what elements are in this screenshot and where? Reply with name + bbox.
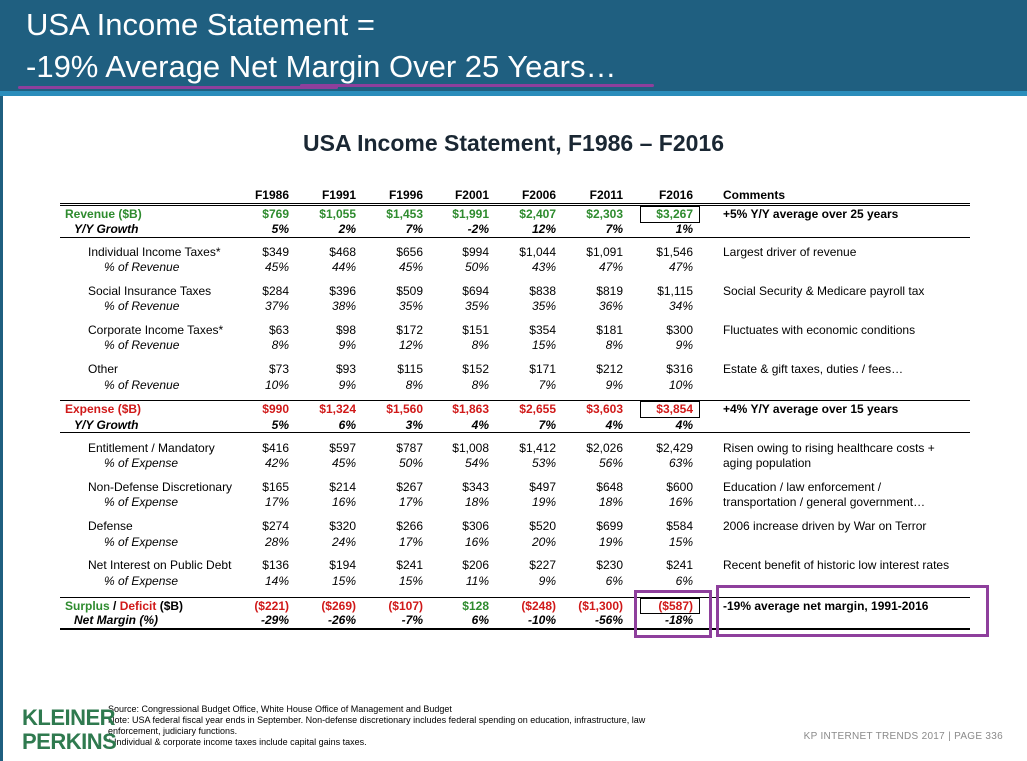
table-cell: $1,546 — [656, 245, 693, 259]
table-cell: $497 — [529, 480, 556, 494]
row-comment: Education / law enforcement / — [723, 480, 882, 494]
table-cell: $136 — [262, 558, 289, 572]
slide-title-line-2: -19% Average Net Margin Over 25 Years… — [26, 49, 617, 84]
table-cell: $165 — [262, 480, 289, 494]
revenue-top-rule — [60, 205, 970, 206]
table-cell: 14% — [264, 574, 289, 588]
expense-top-rule — [60, 400, 970, 401]
table-cell: $994 — [462, 245, 489, 259]
table-cell: ($269) — [321, 599, 356, 613]
table-cell: 43% — [531, 260, 556, 274]
column-header: F1986 — [254, 188, 289, 202]
row-comment: Fluctuates with economic conditions — [723, 323, 916, 337]
table-cell: $1,412 — [519, 441, 556, 455]
page-footer: KP INTERNET TRENDS 2017 | PAGE 336 — [803, 731, 1003, 742]
row-label: Expense ($B) — [65, 402, 142, 416]
highlight-underline — [300, 84, 654, 87]
row-label: % of Expense — [104, 535, 179, 549]
table-cell: ($107) — [388, 599, 423, 613]
table-cell: $2,026 — [586, 441, 623, 455]
column-header: F1991 — [321, 188, 356, 202]
table-cell: 16% — [464, 535, 489, 549]
table-cell: $172 — [396, 323, 423, 337]
table-cell: $115 — [397, 362, 423, 376]
table-cell: $306 — [462, 519, 489, 533]
table-cell: 19% — [531, 495, 556, 509]
slide-title-line-1: USA Income Statement = — [26, 7, 375, 42]
table-cell: $990 — [262, 402, 289, 416]
table-cell: -26% — [327, 613, 356, 627]
table-cell: $1,055 — [319, 207, 356, 221]
table-cell: 45% — [398, 260, 423, 274]
table-cell: ($1,300) — [578, 599, 623, 613]
table-cell: 2% — [338, 222, 356, 236]
table-cell: -56% — [594, 613, 623, 627]
table-cell: 9% — [538, 574, 556, 588]
column-header: F2001 — [454, 188, 489, 202]
column-header: F2006 — [521, 188, 556, 202]
table-cell: 35% — [531, 299, 556, 313]
table-cell: $1,044 — [519, 245, 556, 259]
table-cell: 50% — [398, 456, 423, 470]
table-cell: 44% — [331, 260, 356, 274]
table-cell: 15% — [398, 574, 423, 588]
row-comment: Estate & gift taxes, duties / fees… — [723, 362, 904, 376]
table-cell: 19% — [598, 535, 623, 549]
row-label: % of Revenue — [104, 378, 180, 392]
source-line: Source: Congressional Budget Office, White House Office of Management and Budget — [108, 704, 452, 714]
row-label: Net Interest on Public Debt — [88, 558, 232, 572]
table-cell: 38% — [331, 299, 356, 313]
row-comment: Recent benefit of historic low interest rates — [723, 558, 950, 572]
table-cell: $284 — [262, 284, 289, 298]
table-cell: 28% — [264, 535, 289, 549]
table-cell: $274 — [262, 519, 289, 533]
table-cell: $63 — [268, 323, 289, 337]
table-cell: $206 — [462, 558, 489, 572]
table-cell: $152 — [462, 362, 489, 376]
table-cell: $151 — [462, 323, 489, 337]
table-cell: $396 — [329, 284, 356, 298]
table-cell: $2,429 — [656, 441, 693, 455]
table-cell: $98 — [335, 323, 356, 337]
left-edge-rule — [0, 96, 3, 761]
row-comment: +5% Y/Y average over 25 years — [723, 207, 899, 221]
table-cell: 3% — [405, 418, 423, 432]
logo-line-1: KLEINER — [22, 705, 116, 730]
table-cell: 9% — [338, 338, 356, 352]
table-cell: 5% — [271, 418, 289, 432]
table-cell: 16% — [668, 495, 693, 509]
f2016-expense-box — [640, 401, 700, 418]
table-cell: 45% — [264, 260, 289, 274]
logo-line-2: PERKINS — [22, 729, 117, 754]
table-cell: 9% — [605, 378, 623, 392]
table-cell: 50% — [464, 260, 489, 274]
table-cell: 17% — [398, 535, 423, 549]
table-cell: $694 — [462, 284, 489, 298]
table-cell: 7% — [538, 378, 556, 392]
row-comment: transportation / general government… — [723, 495, 926, 509]
table-cell: $520 — [529, 519, 556, 533]
table-cell: $2,655 — [519, 402, 556, 416]
table-cell: $584 — [666, 519, 693, 533]
table-cell: 8% — [271, 338, 289, 352]
table-cell: $266 — [396, 519, 423, 533]
table-cell: 63% — [668, 456, 693, 470]
table-cell: $1,008 — [452, 441, 489, 455]
table-cell: $1,991 — [452, 207, 489, 221]
table-cell: 8% — [471, 338, 489, 352]
table-cell: $3,854 — [656, 402, 693, 416]
footnote-line: * Individual & corporate income taxes include capital gains taxes. — [108, 737, 367, 747]
table-cell: $300 — [666, 323, 693, 337]
table-cell: $2,303 — [586, 207, 623, 221]
table-cell: $819 — [596, 284, 623, 298]
table-cell: 6% — [338, 418, 356, 432]
table-cell: 4% — [675, 418, 693, 432]
table-cell: 7% — [405, 222, 423, 236]
row-label: Non-Defense Discretionary — [88, 480, 233, 494]
table-cell: 9% — [675, 338, 693, 352]
row-label: Entitlement / Mandatory — [88, 441, 215, 455]
row-label: Social Insurance Taxes — [88, 284, 212, 298]
row-label-part: / — [109, 599, 120, 613]
table-cell: $468 — [329, 245, 356, 259]
table-cell: 4% — [471, 418, 489, 432]
revenue-bottom-rule — [60, 237, 970, 238]
row-label: % of Expense — [104, 456, 179, 470]
table-cell: $769 — [262, 207, 289, 221]
table-cell: $214 — [329, 480, 356, 494]
row-comment: +4% Y/Y average over 15 years — [723, 402, 899, 416]
table-cell: $1,091 — [586, 245, 623, 259]
table-cell: $699 — [596, 519, 623, 533]
table-cell: 10% — [668, 378, 693, 392]
table-cell: $241 — [396, 558, 423, 572]
table-cell: 42% — [264, 456, 289, 470]
column-header: F2011 — [589, 188, 623, 202]
table-cell: $73 — [268, 362, 289, 376]
table-cell: 20% — [531, 535, 556, 549]
row-comment: aging population — [723, 456, 812, 470]
table-cell: $1,324 — [319, 402, 356, 416]
table-cell: 10% — [264, 378, 289, 392]
source-notes — [108, 704, 728, 748]
table-cell: 4% — [605, 418, 623, 432]
table-cell: $343 — [462, 480, 489, 494]
highlight-box-comment — [716, 585, 989, 637]
table-cell: 9% — [338, 378, 356, 392]
table-cell: $128 — [462, 599, 489, 613]
table-cell: 56% — [598, 456, 623, 470]
row-comment: -19% average net margin, 1991-2016 — [723, 599, 929, 613]
table-cell: 37% — [264, 299, 289, 313]
expense-bottom-rule — [60, 432, 970, 433]
table-cell: 6% — [605, 574, 623, 588]
table-cell: $2,407 — [519, 207, 556, 221]
row-label: Revenue ($B) — [65, 207, 142, 221]
row-comment: Risen owing to rising healthcare costs + — [723, 441, 935, 455]
row-label: Y/Y Growth — [74, 418, 139, 432]
table-cell: -2% — [467, 222, 489, 236]
table-cell: $787 — [396, 441, 423, 455]
row-label-surplus-deficit — [65, 599, 183, 613]
row-label-part: Surplus — [65, 599, 110, 613]
table-cell: 7% — [605, 222, 623, 236]
table-cell: 47% — [598, 260, 623, 274]
row-label: Corporate Income Taxes* — [88, 323, 224, 337]
row-label-part: ($B) — [156, 599, 184, 613]
table-cell: 36% — [598, 299, 623, 313]
row-label: % of Expense — [104, 574, 179, 588]
table-cell: $656 — [396, 245, 423, 259]
table-cell: $194 — [329, 558, 356, 572]
table-cell: 5% — [271, 222, 289, 236]
row-comment: Social Security & Medicare payroll tax — [723, 284, 925, 298]
table-cell: $181 — [596, 323, 623, 337]
table-cell: 17% — [398, 495, 423, 509]
table-cell: $509 — [396, 284, 423, 298]
note-line: enforcement, judiciary functions. — [108, 726, 238, 736]
table-cell: $416 — [262, 441, 289, 455]
table-cell: 54% — [464, 456, 489, 470]
table-cell: $3,267 — [656, 207, 693, 221]
row-comment: 2006 increase driven by War on Terror — [723, 519, 927, 533]
table-cell: ($221) — [254, 599, 289, 613]
f2016-revenue-box — [640, 206, 700, 223]
table-cell: $1,115 — [657, 284, 693, 298]
table-cell: 8% — [471, 378, 489, 392]
highlight-box-f2016 — [634, 590, 712, 638]
table-cell: $171 — [529, 362, 556, 376]
table-cell: 34% — [668, 299, 693, 313]
table-cell: $227 — [529, 558, 556, 572]
column-header: F1996 — [388, 188, 423, 202]
table-cell: -29% — [260, 613, 289, 627]
table-cell: 7% — [538, 418, 556, 432]
table-cell: $648 — [596, 480, 623, 494]
table-cell: $93 — [335, 362, 356, 376]
row-label: Net Margin (%) — [74, 613, 158, 627]
table-cell: 6% — [675, 574, 693, 588]
table-cell: 11% — [465, 574, 489, 588]
note-line: Note: USA federal fiscal year ends in September. Non-defense discretionary includes federal spending on education, infrastructure, law — [108, 715, 646, 725]
table-cell: $316 — [666, 362, 693, 376]
table-cell: $241 — [666, 558, 693, 572]
table-cell: $212 — [596, 362, 623, 376]
row-comment: Largest driver of revenue — [723, 245, 857, 259]
table-cell: 12% — [398, 338, 423, 352]
row-label: Other — [88, 362, 119, 376]
table-cell: $600 — [666, 480, 693, 494]
column-header: F2016 — [658, 188, 693, 202]
table-cell: 6% — [471, 613, 489, 627]
row-label: % of Revenue — [104, 338, 180, 352]
table-cell: 15% — [531, 338, 556, 352]
table-cell: 35% — [398, 299, 423, 313]
table-cell: 1% — [675, 222, 693, 236]
table-cell: $349 — [262, 245, 289, 259]
table-cell: $267 — [396, 480, 423, 494]
table-cell: 24% — [331, 535, 356, 549]
row-label: % of Expense — [104, 495, 179, 509]
table-title: USA Income Statement, F1986 – F2016 — [303, 130, 724, 156]
table-cell: -18% — [664, 613, 693, 627]
table-cell: $230 — [596, 558, 623, 572]
table-cell: -7% — [401, 613, 423, 627]
table-cell: 8% — [605, 338, 623, 352]
table-cell: 15% — [331, 574, 356, 588]
table-cell: 18% — [598, 495, 623, 509]
kleiner-perkins-logo — [22, 706, 116, 754]
table-cell: $1,863 — [452, 402, 489, 416]
row-label: % of Revenue — [104, 260, 180, 274]
row-label: Individual Income Taxes* — [88, 245, 221, 259]
title-banner-accent — [0, 91, 1027, 96]
table-cell: $1,560 — [386, 402, 423, 416]
table-cell: ($248) — [521, 599, 556, 613]
row-label-part: Deficit — [119, 599, 157, 613]
comments-header: Comments — [723, 188, 786, 202]
table-cell: ($587) — [658, 599, 693, 613]
table-cell: 35% — [464, 299, 489, 313]
table-cell: 45% — [331, 456, 356, 470]
header-rule — [60, 203, 970, 204]
row-label: Y/Y Growth — [74, 222, 139, 236]
table-cell: 17% — [264, 495, 289, 509]
table-cell: $597 — [329, 441, 356, 455]
table-cell: $838 — [529, 284, 556, 298]
table-cell: 8% — [405, 378, 423, 392]
table-cell: 12% — [531, 222, 556, 236]
table-cell: 47% — [668, 260, 693, 274]
table-cell: $354 — [529, 323, 556, 337]
table-cell: $320 — [329, 519, 356, 533]
highlight-underline — [18, 86, 338, 89]
table-cell: 15% — [668, 535, 693, 549]
table-cell: $3,603 — [586, 402, 623, 416]
table-cell: -10% — [527, 613, 556, 627]
table-cell: 16% — [331, 495, 356, 509]
table-cell: $1,453 — [386, 207, 423, 221]
table-cell: 53% — [531, 456, 556, 470]
row-label: % of Revenue — [104, 299, 180, 313]
row-label: Defense — [88, 519, 133, 533]
table-cell: 18% — [464, 495, 489, 509]
